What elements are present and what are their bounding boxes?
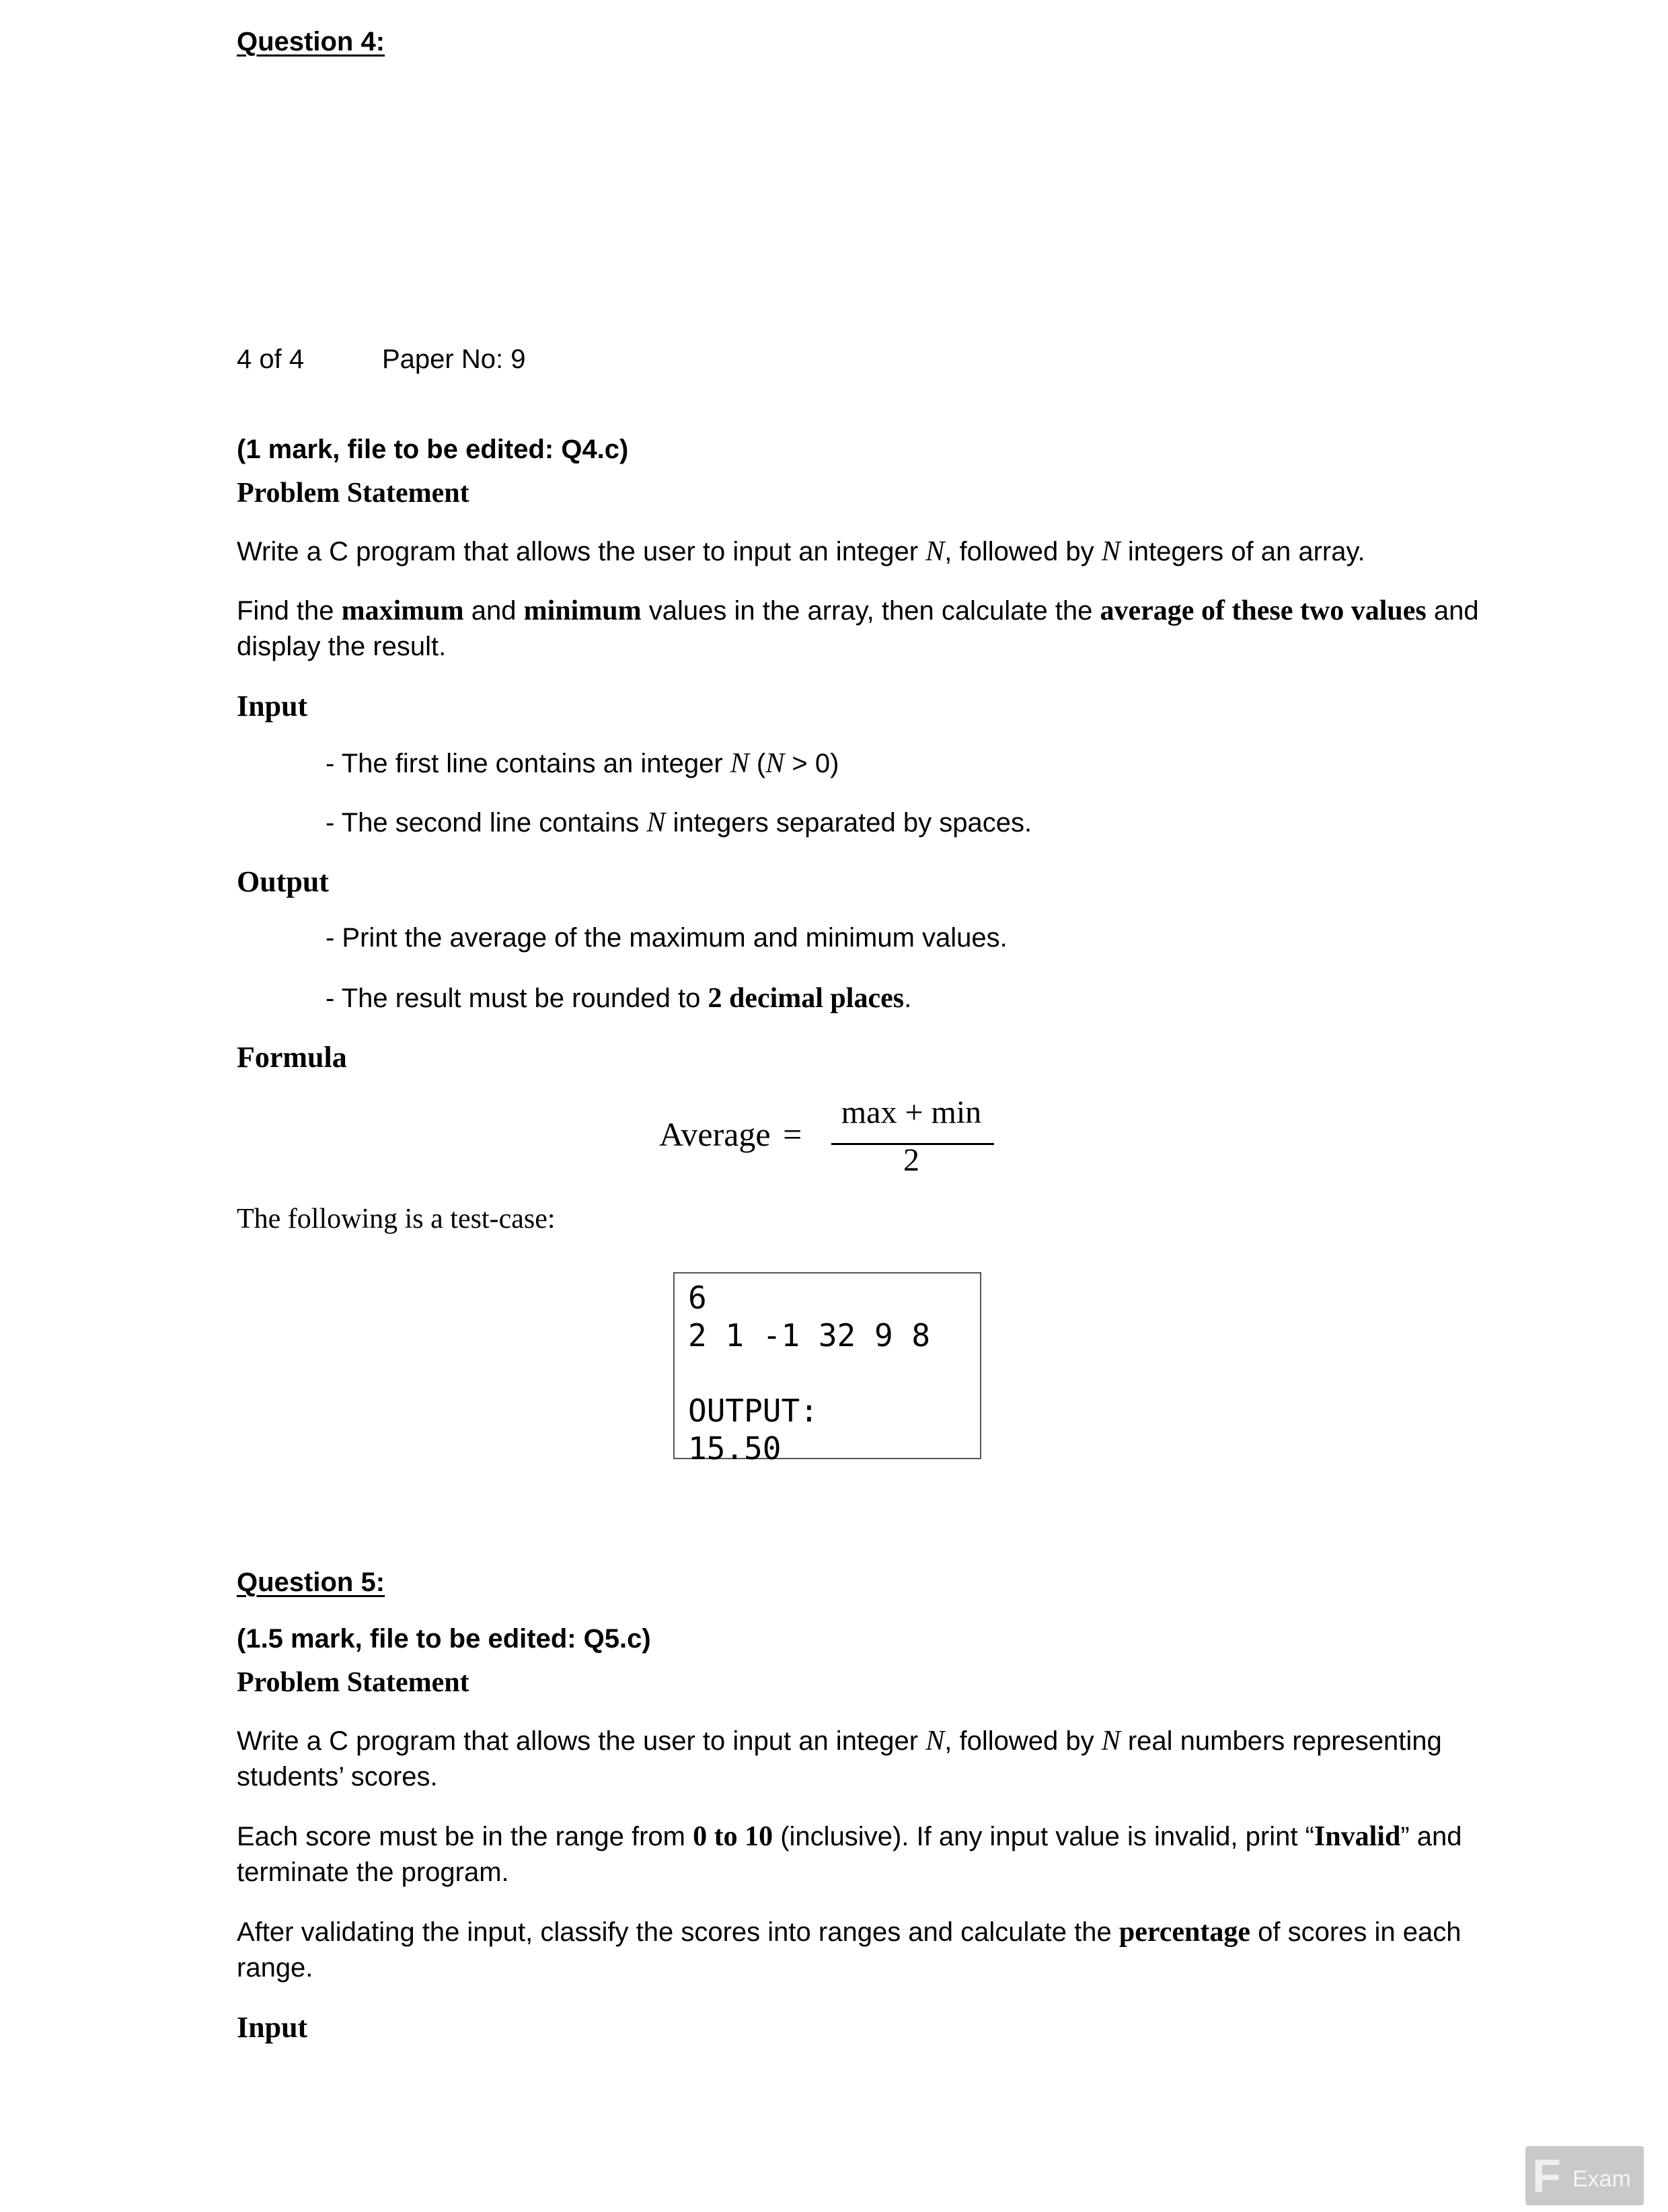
testcase-line bbox=[688, 1354, 980, 1392]
question-5-heading: Question 5: bbox=[237, 1568, 385, 1597]
q4-input-line-1: - The first line contains an integer N (N > 0) bbox=[326, 748, 839, 779]
q5-paragraph-3: After validating the input, classify the scores into ranges and calculate the percentage of scores in each bbox=[237, 1917, 1462, 1948]
q4-paragraph-1: Write a C program that allows the user to input an integer N, followed by N integers of an array. bbox=[237, 536, 1365, 567]
question-4-heading: Question 4: bbox=[237, 27, 385, 57]
q5-paragraph-1-line-2: students’ scores. bbox=[237, 1762, 438, 1792]
exam-watermark-logo bbox=[1525, 2146, 1644, 2205]
q4-paragraph-2: Find the maximum and minimum values in the array, then calculate the average of these two values and bbox=[237, 595, 1479, 626]
testcase-box bbox=[673, 1272, 981, 1467]
formula-numerator: max + min bbox=[841, 1095, 982, 1130]
q5-paragraph-3-line-2: range. bbox=[237, 1953, 313, 1983]
q4-output-heading: Output bbox=[237, 865, 329, 898]
testcase-line: 2 1 -1 32 9 8 bbox=[688, 1317, 931, 1354]
q5-problem-statement-heading: Problem Statement bbox=[237, 1667, 469, 1698]
paper-number: Paper No: 9 bbox=[382, 344, 526, 374]
q5-paragraph-1: Write a C program that allows the user to input an integer N, followed by N real numbers representing bbox=[237, 1726, 1442, 1757]
q4-mark-line: (1 mark, file to be edited: Q4.c) bbox=[237, 435, 629, 464]
testcase-line: OUTPUT: bbox=[688, 1393, 819, 1429]
q4-output-line-2: - The result must be rounded to 2 decimal places. bbox=[326, 983, 912, 1014]
q5-input-heading: Input bbox=[237, 2011, 308, 2044]
q4-paragraph-2-line-2: display the result. bbox=[237, 632, 447, 661]
q5-paragraph-2-line-2: terminate the program. bbox=[237, 1857, 509, 1887]
q4-input-line-2: - The second line contains N integers separated by spaces. bbox=[326, 807, 1032, 838]
logo-mark-icon: F bbox=[1532, 2149, 1557, 2202]
formula-lhs: Average = bbox=[659, 1115, 802, 1153]
q4-formula-heading: Formula bbox=[237, 1041, 347, 1074]
testcase-intro: The following is a test-case: bbox=[237, 1204, 556, 1234]
q5-paragraph-2: Each score must be in the range from 0 to 10 (inclusive). If any input value is invalid, print “Invalid” and bbox=[237, 1821, 1462, 1852]
q4-output-line-1: - Print the average of the maximum and minimum values. bbox=[326, 923, 1008, 953]
q4-problem-statement-heading: Problem Statement bbox=[237, 478, 469, 509]
page-number: 4 of 4 bbox=[237, 344, 305, 374]
q4-input-heading: Input bbox=[237, 690, 308, 723]
q5-mark-line: (1.5 mark, file to be edited: Q5.c) bbox=[237, 1624, 651, 1654]
testcase-line: 15.50 bbox=[688, 1430, 782, 1467]
testcase-line: 6 bbox=[688, 1280, 707, 1316]
formula-denominator: 2 bbox=[903, 1142, 919, 1178]
logo-text: Exam bbox=[1572, 2166, 1631, 2192]
